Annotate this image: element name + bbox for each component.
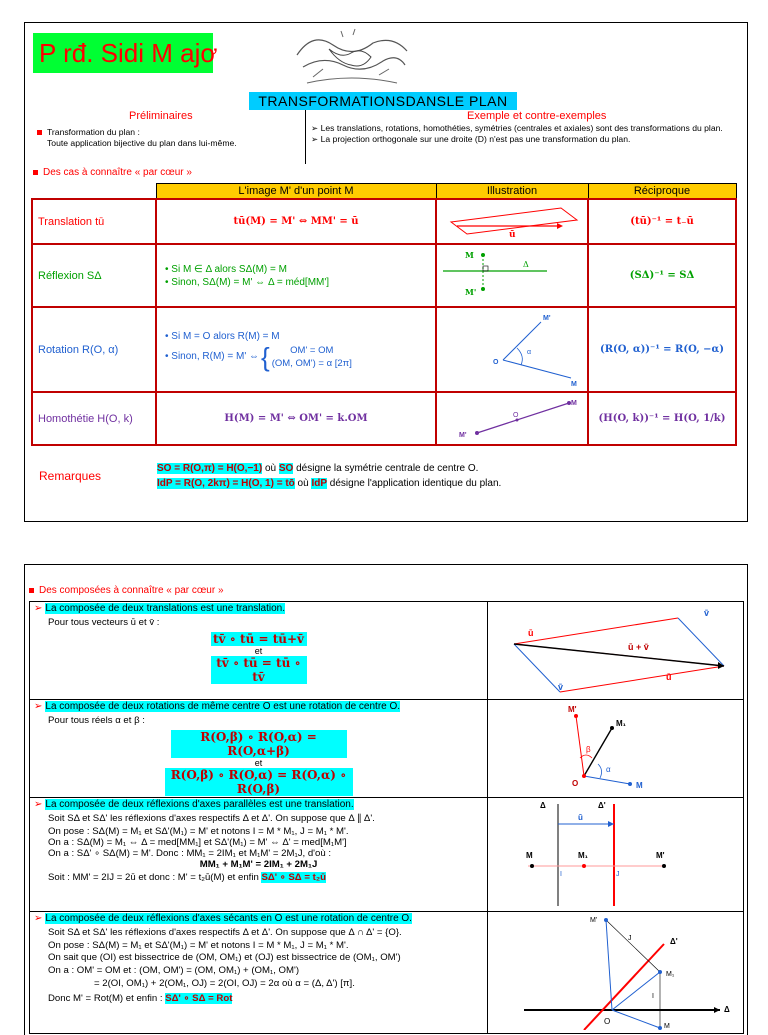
delta-prime-label: Δ' bbox=[670, 937, 678, 946]
table-row bbox=[30, 798, 744, 912]
page-title: TRANSFORMATIONSDANSLE PLAN bbox=[249, 92, 517, 110]
arrow-icon: ➢ bbox=[34, 799, 43, 810]
prelim-text bbox=[37, 127, 307, 149]
sheet-transformations bbox=[24, 22, 748, 522]
block-et: et bbox=[254, 646, 263, 656]
block-formula: R(O,β) ∘ R(O,α) = R(O,α+β) bbox=[171, 730, 347, 758]
block-line: Soit SΔ et SΔ' les réflexions d'axes respectifs Δ et Δ'. On suppose que Δ ∩ Δ' = {O}. bbox=[48, 927, 402, 938]
formula bbox=[156, 307, 436, 392]
u-label: ū bbox=[666, 672, 672, 682]
remarks-label: Remarques bbox=[39, 469, 102, 483]
M1-label: M₁ bbox=[616, 719, 626, 728]
block-head bbox=[30, 602, 487, 615]
parallel-reflections-diagram bbox=[488, 798, 742, 908]
block-line-text: Soit : MM' = 2IJ = 2ū et donc : M' = t₂ū(M) et enfin bbox=[48, 872, 262, 883]
table-header: Réciproque bbox=[588, 184, 736, 200]
prelim-heading: Préliminaires bbox=[129, 110, 193, 122]
block-line: Pour tous vecteurs ū et v̄ : bbox=[48, 617, 160, 628]
M1-label: M₁ bbox=[666, 971, 675, 978]
delta-label: Δ bbox=[523, 260, 529, 269]
block-formula: R(O,β) ∘ R(O,α) = R(O,α) ∘ R(O,β) bbox=[165, 768, 353, 796]
formula-line: • Si M = O alors R(M) = M bbox=[165, 330, 280, 342]
sheet-compositions bbox=[24, 564, 748, 1035]
M-label: M bbox=[664, 1023, 670, 1030]
table-row bbox=[32, 244, 736, 307]
table-header-row bbox=[32, 184, 736, 200]
cases-heading-text: Des cas à connaître « par cœur » bbox=[43, 167, 192, 178]
rotation-illustration bbox=[436, 307, 588, 392]
M-prime-label: M' bbox=[465, 287, 477, 297]
M-label: M bbox=[571, 381, 577, 388]
composition-illustration bbox=[488, 602, 744, 700]
bullet-icon bbox=[33, 170, 38, 175]
u-label: ū bbox=[509, 230, 516, 240]
M-label: M bbox=[571, 400, 577, 407]
block-line: On a : SΔ(M) = M₁ ⇔ Δ = med[MM₁] et SΔ'(M₁) = M' ⇔ Δ' = med[M₁M'] bbox=[48, 837, 347, 848]
block-head-text: La composée de deux réflexions d'axes sécants en O est une rotation de centre O. bbox=[45, 913, 412, 924]
remark-formula: IdP bbox=[311, 478, 328, 489]
arrow-icon: ➢ bbox=[34, 701, 43, 712]
I-label: I bbox=[652, 993, 654, 1000]
alpha-label: α bbox=[606, 765, 611, 774]
remark-text: désigne l'application identique du plan. bbox=[327, 478, 502, 489]
block-head-text: La composée de deux rotations de même centre O est une rotation de centre O. bbox=[45, 701, 401, 712]
brace-line: (OM, OM') = α [2π] bbox=[271, 357, 352, 369]
u-label: ū bbox=[578, 813, 583, 822]
formula: tū(M) = M' ⇔ MM' = ū bbox=[156, 199, 436, 244]
arrow-icon: ➢ bbox=[34, 913, 43, 924]
table-row bbox=[30, 602, 744, 700]
block-line: On pose : SΔ(M) = M₁ et SΔ'(M₁) = M' et notons I = M * M₁, J = M₁ * M'. bbox=[48, 940, 349, 951]
composition-text bbox=[30, 700, 488, 798]
composition-text bbox=[30, 798, 488, 912]
section2-heading bbox=[29, 585, 224, 596]
remark-text: désigne la symétrie centrale de centre O. bbox=[293, 463, 479, 474]
v-label: v̄ bbox=[704, 608, 710, 618]
transformations-table bbox=[31, 183, 737, 446]
O-label: O bbox=[604, 1017, 611, 1026]
table-row bbox=[32, 392, 736, 445]
M-label: M bbox=[465, 250, 474, 260]
M-prime-label: M' bbox=[543, 315, 551, 322]
homothety-illustration bbox=[436, 392, 588, 445]
O-label: O bbox=[572, 779, 579, 788]
reflection-diagram bbox=[437, 245, 587, 303]
table-row bbox=[30, 912, 744, 1034]
reflection-illustration bbox=[436, 244, 588, 307]
cases-heading bbox=[33, 167, 192, 178]
secant-reflections-diagram bbox=[488, 912, 742, 1030]
M-label: M bbox=[526, 851, 533, 860]
bullet-icon bbox=[37, 130, 42, 135]
example-item-1: ➢ Les translations, rotations, homothéties, symétries (centrales et axiales) sont des transformations du plan. bbox=[311, 123, 723, 133]
M-prime-label: M' bbox=[459, 432, 467, 439]
table-row bbox=[32, 307, 736, 392]
block-line: Pour tous réels α et β : bbox=[48, 715, 145, 726]
remarks-box bbox=[157, 461, 735, 497]
examples-heading: Exemple et contre-exemples bbox=[467, 110, 607, 122]
block-head bbox=[30, 912, 487, 925]
example-item-2-text: La projection orthogonale sur une droite (D) n'est pas une transformation du plan. bbox=[320, 134, 631, 144]
block-head-text: La composée de deux réflexions d'axes parallèles est une translation. bbox=[45, 799, 354, 810]
composition-illustration bbox=[488, 912, 744, 1034]
brace-icon: { bbox=[261, 341, 270, 372]
block-formula: tv̄ ∘ tū = tū ∘ tv̄ bbox=[211, 656, 307, 684]
arrow-icon: ➢ bbox=[34, 603, 43, 614]
block-head bbox=[30, 798, 487, 811]
delta-label: Δ bbox=[540, 801, 546, 810]
block-result: SΔ' ∘ SΔ = Rot bbox=[165, 993, 233, 1004]
block-line bbox=[30, 870, 487, 885]
block-line: Soit SΔ et SΔ' les réflexions d'axes respectifs Δ et Δ'. On suppose que Δ ∥ Δ'. bbox=[48, 813, 375, 824]
block-line: On a : SΔ' ∘ SΔ(M) = M'. Donc : MM₁ = 2IM₁ et M₁M' = 2M₁J, d'où : bbox=[48, 848, 332, 859]
formula bbox=[156, 244, 436, 307]
row-label: Rotation R(O, α) bbox=[32, 307, 156, 392]
reciprocal: (R(O, α))⁻¹ = R(O, −α) bbox=[588, 307, 736, 392]
delta-label: Δ bbox=[724, 1005, 730, 1014]
remark-text: où bbox=[262, 463, 279, 474]
reciprocal: (tū)⁻¹ = t₋ū bbox=[588, 199, 736, 244]
block-line-text: Donc M' = Rot bbox=[48, 993, 109, 1004]
divider bbox=[305, 110, 306, 164]
O-label: O bbox=[513, 412, 519, 419]
table-header-empty bbox=[32, 184, 156, 200]
prelim-line1: Transformation du plan : bbox=[47, 127, 140, 137]
block-line: = 2(OI, OM₁) + 2(OM₁, OJ) = 2(OI, OJ) = 2α où α = (Δ, Δ') [π]. bbox=[94, 978, 355, 989]
examples-text bbox=[311, 123, 741, 145]
M-label: M bbox=[636, 781, 643, 790]
compositions-table bbox=[29, 601, 744, 1034]
composition-text bbox=[30, 912, 488, 1034]
remark-formula: IdP = R(O, 2kπ) = H(O, 1) = tō bbox=[157, 478, 295, 489]
u-plus-v-label: ū + v̄ bbox=[628, 642, 649, 652]
row-label: Homothétie H(O, k) bbox=[32, 392, 156, 445]
translation-sum-diagram bbox=[488, 602, 742, 696]
u-label: ū bbox=[528, 628, 534, 638]
block-head-text: La composée de deux translations est une translation. bbox=[45, 603, 285, 614]
block-head bbox=[30, 700, 487, 713]
composition-text bbox=[30, 602, 488, 700]
remark-line-2 bbox=[157, 476, 735, 491]
example-item-2: ➢ La projection orthogonale sur une droite (D) n'est pas une transformation du plan. bbox=[311, 134, 631, 144]
composition-illustration bbox=[488, 700, 744, 798]
delta-prime-label: Δ' bbox=[598, 801, 606, 810]
translation-diagram bbox=[437, 200, 587, 240]
O-label: O bbox=[493, 359, 499, 366]
alpha-label: α bbox=[527, 349, 532, 356]
block-line: On a : OM' = OM et : (OM, OM') = (OM, OM₁) + (OM₁, OM') bbox=[48, 965, 300, 976]
bullet-icon bbox=[29, 588, 34, 593]
table-row bbox=[32, 199, 736, 244]
row-label: Réflexion SΔ bbox=[32, 244, 156, 307]
block-line: MM₁ + M₁M' = 2IM₁ + 2M₁J bbox=[199, 859, 318, 870]
I-label: I bbox=[560, 871, 562, 878]
M-prime-label: M' bbox=[656, 851, 665, 860]
handshake-seal-logo bbox=[293, 25, 411, 89]
M-prime-label: M' bbox=[590, 917, 598, 924]
row-label: Translation tū bbox=[32, 199, 156, 244]
homothety-diagram bbox=[437, 393, 587, 441]
formula-line: • Si M ∈ Δ alors SΔ(M) = M bbox=[165, 263, 287, 275]
rotation-composition-diagram bbox=[488, 700, 742, 794]
J-label: J bbox=[628, 935, 632, 942]
formula-line: • Sinon, R(M) = M' ⇔ bbox=[165, 350, 260, 362]
rotation-diagram bbox=[437, 308, 587, 388]
remark-formula: SO bbox=[278, 463, 294, 474]
translation-illustration bbox=[436, 199, 588, 244]
M-prime-label: M' bbox=[568, 705, 577, 714]
author-banner: P rđ. Sidi M ajơ bbox=[33, 33, 213, 73]
block-et: et bbox=[254, 758, 263, 768]
M1-label: M₁ bbox=[578, 851, 588, 860]
block-formula: tv̄ ∘ tū = tū+v̄ bbox=[211, 632, 307, 646]
formula: H(M) = M' ⇔ OM' = k.OM bbox=[156, 392, 436, 445]
formula-line-system bbox=[165, 341, 435, 372]
block-result: SΔ' ∘ SΔ = t₂ū bbox=[261, 872, 326, 883]
block-line-text: (M) et enfin : bbox=[108, 993, 166, 1004]
example-item-1-text: Les translations, rotations, homothéties, symétries (centrales et axiales) sont des transformations du plan. bbox=[320, 123, 723, 133]
remark-formula: SO = R(O,π) = H(O,−1) bbox=[157, 463, 263, 474]
beta-label: β bbox=[586, 745, 591, 754]
block-line: On pose : SΔ(M) = M₁ et SΔ'(M₁) = M' et notons I = M * M₁, J = M₁ * M'. bbox=[48, 826, 349, 837]
section2-heading-text: Des composées à connaître « par cœur » bbox=[39, 585, 224, 596]
reciprocal: (SΔ)⁻¹ = SΔ bbox=[588, 244, 736, 307]
table-header: Illustration bbox=[436, 184, 588, 200]
remark-text: où bbox=[294, 478, 312, 489]
composition-illustration bbox=[488, 798, 744, 912]
v-label: v̄ bbox=[558, 682, 564, 692]
remark-line-1 bbox=[157, 461, 735, 476]
formula-line: • Sinon, SΔ(M) = M' ⇔ Δ = méd[MM'] bbox=[165, 276, 330, 288]
block-line: On sait que (OI) est bissectrice de (OM, OM₁) et (OJ) est bissectrice de (OM₁, OM') bbox=[48, 952, 401, 963]
table-row bbox=[30, 700, 744, 798]
prelim-line2: Toute application bijective du plan dans lui-même. bbox=[47, 138, 237, 148]
reciprocal: (H(O, k))⁻¹ = H(O, 1/k) bbox=[588, 392, 736, 445]
block-line bbox=[30, 991, 487, 1006]
table-header: L'image M' d'un point M bbox=[156, 184, 436, 200]
J-label: J bbox=[616, 871, 620, 878]
brace-line: OM' = OM bbox=[290, 344, 334, 356]
